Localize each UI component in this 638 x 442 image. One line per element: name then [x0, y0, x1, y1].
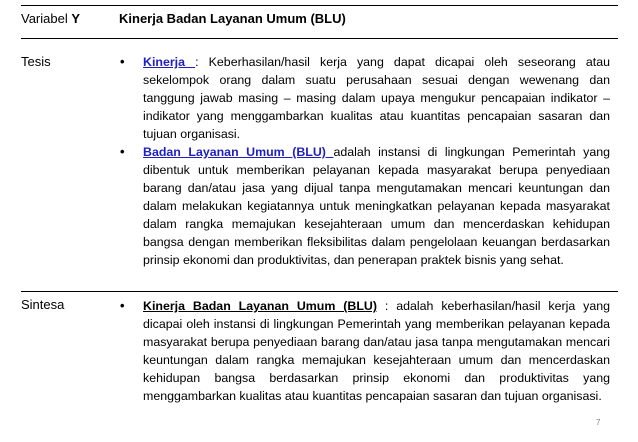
header-variable-label: Variabel Y	[21, 11, 81, 26]
sintesa-definition: adalah keberhasilan/hasil kerja yang dicapai oleh instansi di lingkungan Pemerintah yang memberikan pelayanan kepada masyarakat berupa penyediaan barang dan/atau jasa tanpa mengutamakan mencari keuntungan dalam rangka memajukan kesejahteraan umum dan mencerdaskan kehidupan bangsa berdasarkan prinsip ekonomi dan produktivitas yang menggambarkan kualitas atau kuantitas pencapaian sasaran dan tujuan organisasi.	[143, 299, 611, 403]
term-kinerja-link[interactable]: Kinerja	[143, 55, 196, 69]
tesis-item-2	[143, 143, 610, 269]
tesis-item-1-separator: :	[195, 55, 209, 69]
header-rule	[21, 38, 618, 39]
tesis-bullet-2: •	[120, 144, 125, 159]
sintesa-separator: :	[376, 299, 397, 313]
sintesa-item	[143, 297, 610, 405]
term-blu-link[interactable]: Badan Layanan Umum (BLU)	[143, 145, 334, 159]
sintesa-label: Sintesa	[21, 297, 65, 312]
section-rule	[21, 291, 618, 292]
tesis-bullet-1: •	[120, 54, 125, 69]
tesis-item-1-definition: Keberhasilan/hasil kerja yang dapat dicapai oleh seseorang atau sekelompok orang dalam suatu perusahaan sesuai dengan wewenang dan tanggung jawab masing – masing dalam upaya mengukur pencapaian indikator – indikator yang menggambarkan kualitas atau kuantitas pencapaian sasaran dan tujuan organisasi.	[143, 55, 610, 141]
tesis-item-1	[143, 53, 610, 143]
header-variable-letter: Y	[71, 11, 81, 26]
tesis-item-2-definition: adalah instansi di lingkungan Pemerintah yang dibentuk untuk memberikan pelayanan kepada masyarakat berupa penyediaan barang dan/atau jasa yang dijual tanpa mengutamakan mencari keuntungan dan dalam melakukan kegiatannya untuk meningkatkan pelayanan kepada masyarakat dalam rangka memajukan kesejahteraan umum dan mencerdaskan kehidupan bangsa dengan memberikan fleksibilitas dalam pengelolaan keuangan berdasarkan prinsip ekonomi dan produktivitas, dan penerapan praktek bisnis yang sehat.	[143, 145, 610, 267]
header-title: Kinerja Badan Layanan Umum (BLU)	[119, 11, 346, 26]
tesis-label: Tesis	[21, 54, 51, 69]
sintesa-bullet: •	[120, 298, 125, 313]
page-number: 7	[596, 418, 601, 427]
top-rule	[21, 5, 618, 6]
sintesa-term: Kinerja Badan Layanan Umum (BLU)	[143, 299, 377, 313]
